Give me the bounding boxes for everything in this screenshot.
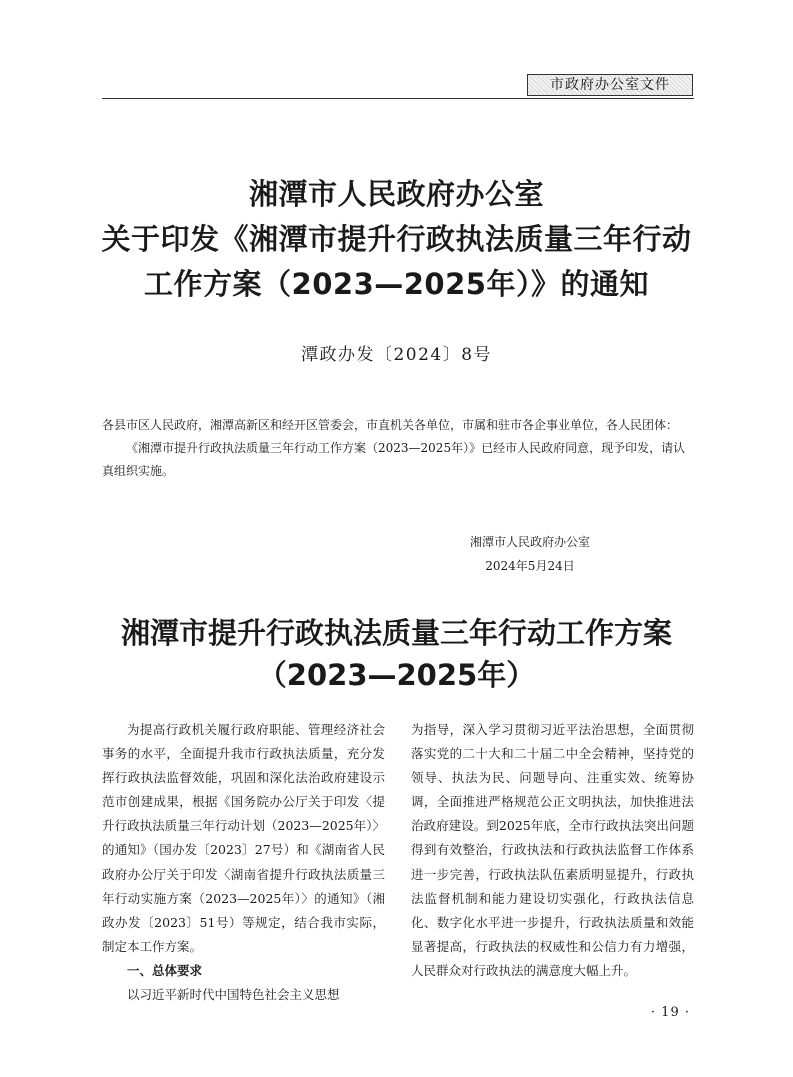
- header-section-tag: 市政府办公室文件: [527, 74, 693, 96]
- plan-title-line-2: （2023—2025年）: [257, 658, 536, 692]
- section-paragraph-start: 以习近平新时代中国特色社会主义思想: [127, 987, 340, 1003]
- signature-issuer: 湘潭市人民政府办公室: [469, 535, 590, 549]
- notice-recipients: 各县市区人民政府，湘潭高新区和经开区管委会，市直机关各单位，市属和驻市各企事业单位，各人民团体：: [102, 418, 679, 432]
- title-line-3: 工作方案（2023—2025年）》的通知: [144, 267, 649, 301]
- document-number: 潭政办发〔2024〕8号: [300, 345, 493, 365]
- notice-body: [102, 414, 694, 483]
- header-rule: [102, 98, 694, 99]
- signature-date: 2024年5月24日: [485, 559, 575, 573]
- signature-block: [380, 530, 680, 578]
- body-column-left: [102, 718, 385, 1007]
- plan-title: [80, 612, 713, 696]
- plan-title-line-1: 湘潭市提升行政执法质量三年行动工作方案: [120, 616, 672, 650]
- title-line-2: 关于印发《湘潭市提升行政执法质量三年行动: [101, 222, 692, 256]
- page-number: · 19 ·: [650, 1005, 690, 1020]
- section-paragraph-continued: 为指导，深入学习贯彻习近平法治思想，全面贯彻落实党的二十大和二十届二中全会精神，坚持党的领导、执法为民、问题导向、注重实效、统筹协调，全面推进严格规范公正文明执法，加快推进法治政府建设。到2025年底，全市行政执法突出问题得到有效整治，行政执法和行政执法监督工作体系进一步完善，行政执法队伍素质明显提升，行政执法监督机制和能力建设切实强化，行政执法信息化、数字化水平进一步提升，行政执法质量和效能显著提高，行政执法的权威性和公信力有力增强，人民群众对行政执法的满意度大幅上升。: [411, 722, 694, 978]
- title-line-1: 湘潭市人民政府办公室: [248, 177, 544, 211]
- body-column-right: [411, 718, 694, 983]
- intro-paragraph: 为提高行政机关履行政府职能、管理经济社会事务的水平，全面提升我市行政执法质量，充分发挥行政执法监督效能，巩固和深化法治政府建设示范市创建成果，根据《国务院办公厅关于印发〈提升行政执法质量三年行动计划（2023—2025年）〉的通知》（国办发〔2023〕27号）和《湖南省人民政府办公厅关于印发〈湖南省提升行政执法质量三年行动实施方案（2023—2025年）〉的通知》（湘政办发〔2023〕51号）等规定，结合我市实际，制定本工作方案。: [102, 722, 385, 954]
- notice-title: [80, 172, 713, 307]
- notice-text: 《湘潭市提升行政执法质量三年行动工作方案（2023—2025年）》已经市人民政府同意，现予印发，请认真组织实施。: [102, 441, 686, 478]
- section-heading: 一、总体要求: [127, 962, 203, 978]
